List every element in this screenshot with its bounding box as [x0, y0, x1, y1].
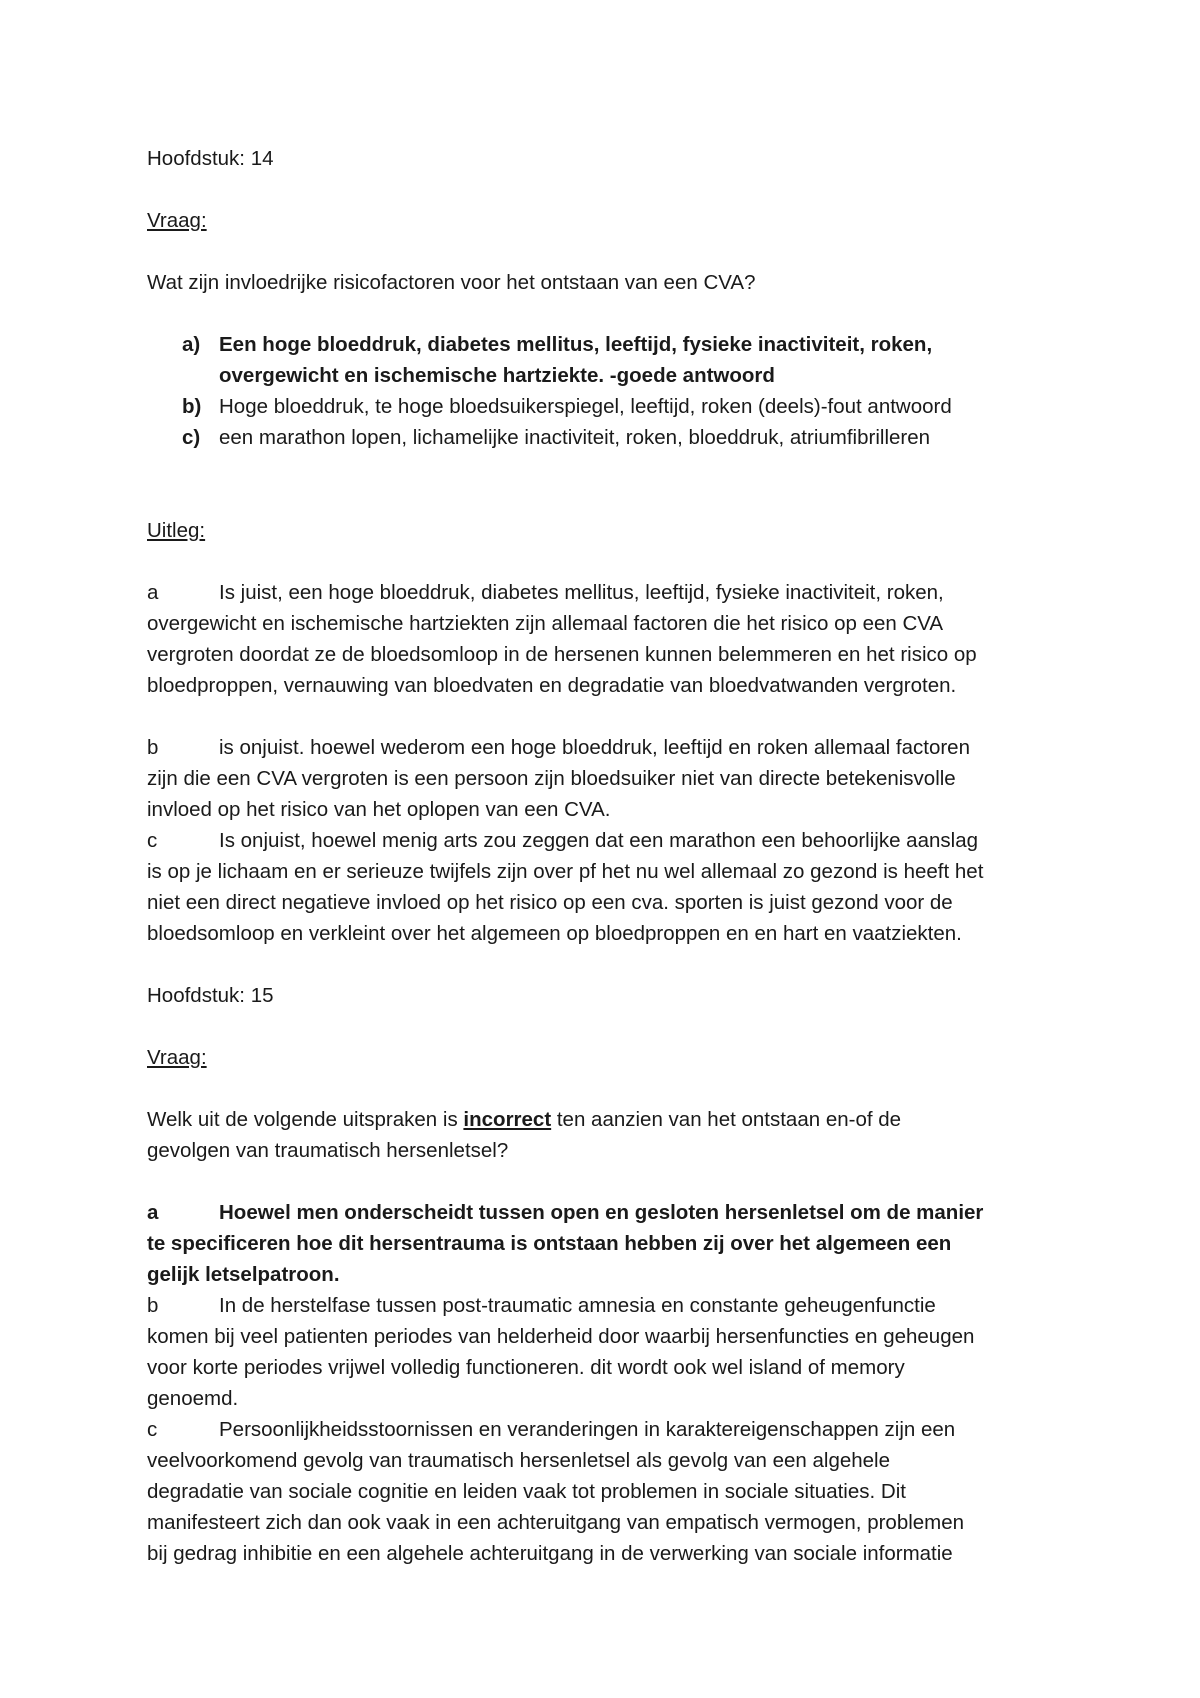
question-text-pre: Welk uit de volgende uitspraken is — [147, 1108, 464, 1131]
explanation-marker: b — [147, 736, 159, 759]
option-a-line: gelijk letselpatroon. — [147, 1263, 340, 1286]
option-c-line: manifesteert zich dan ook vaak in een achteruitgang van empatisch vermogen, problemen — [147, 1511, 965, 1534]
option-b-line: komen bij veel patienten periodes van helderheid door waarbij hersenfuncties en geheugen — [147, 1325, 975, 1348]
option-a-line: Een hoge bloeddruk, diabetes mellitus, leeftijd, fysieke inactiviteit, roken, — [219, 333, 933, 356]
chapter-heading: Hoofdstuk: 15 — [147, 984, 274, 1007]
option-b-line: genoemd. — [147, 1387, 239, 1410]
explanation-c-line: Is onjuist, hoewel menig arts zou zeggen dat een marathon een behoorlijke aanslag — [219, 829, 978, 852]
question-text-post: ten aanzien van het ontstaan en-of de — [551, 1108, 902, 1131]
explanation-a-line: bloedproppen, vernauwing van bloedvaten en degradatie van bloedvatwanden vergroten. — [147, 674, 957, 697]
explanation-marker: c — [147, 829, 158, 852]
option-c-line: een marathon lopen, lichamelijke inactiviteit, roken, bloeddruk, atriumfibrilleren — [219, 426, 931, 449]
explanation-a-line: vergroten doordat ze de bloedsomloop in de hersenen kunnen belemmeren en het risico op — [147, 643, 977, 666]
option-marker: a) — [182, 333, 201, 356]
uitleg-label: Uitleg: — [147, 519, 206, 542]
option-a-line: te specificeren hoe dit hersentrauma is ontstaan hebben zij over het algemeen een — [147, 1232, 952, 1255]
option-marker: b — [147, 1294, 159, 1317]
explanation-b-line: invloed op het risico van het oplopen van een CVA. — [147, 798, 611, 821]
option-c-line: veelvoorkomend gevolg van traumatisch hersenletsel als gevolg van een algehele — [147, 1449, 891, 1472]
option-c-line: degradatie van sociale cognitie en leiden vaak tot problemen in sociale situaties. Dit — [147, 1480, 906, 1503]
explanation-c-line: bloedsomloop en verkleint over het algemeen op bloedproppen en en hart en vaatziekten. — [147, 922, 962, 945]
option-marker: a — [147, 1201, 159, 1224]
question-emphasis: incorrect — [463, 1108, 552, 1131]
option-b-line: In de herstelfase tussen post-traumatic amnesia en constante geheugenfunctie — [219, 1294, 936, 1317]
explanation-c-line: is op je lichaam en er serieuze twijfels zijn over pf het nu wel allemaal zo gezond is heeft het — [147, 860, 984, 883]
option-marker: c — [147, 1418, 158, 1441]
explanation-a-line: overgewicht en ischemische hartziekten zijn allemaal factoren die het risico op een CVA — [147, 612, 944, 635]
vraag-label: Vraag: — [147, 1046, 207, 1069]
explanation-marker: a — [147, 581, 159, 604]
option-b-line: Hoge bloeddruk, te hoge bloedsuikerspiegel, leeftijd, roken (deels)-fout antwoord — [219, 395, 952, 418]
option-c-line: Persoonlijkheidsstoornissen en veranderingen in karaktereigenschappen zijn een — [219, 1418, 956, 1441]
option-b-line: voor korte periodes vrijwel volledig functioneren. dit wordt ook wel island of memory — [147, 1356, 905, 1379]
option-marker: c) — [182, 426, 201, 449]
option-c-line: bij gedrag inhibitie en een algehele achteruitgang in de verwerking van sociale informatie — [147, 1542, 953, 1565]
explanation-b-line: is onjuist. hoewel wederom een hoge bloeddruk, leeftijd en roken allemaal factoren — [219, 736, 970, 759]
question-text-line2: gevolgen van traumatisch hersenletsel? — [147, 1139, 509, 1162]
vraag-label: Vraag: — [147, 209, 207, 232]
option-a-line: overgewicht en ischemische hartziekte. -goede antwoord — [219, 364, 775, 387]
explanation-c-line: niet een direct negatieve invloed op het risico op een cva. sporten is juist gezond voor de — [147, 891, 953, 914]
option-a-line: Hoewel men onderscheidt tussen open en gesloten hersenletsel om de manier — [219, 1201, 984, 1224]
question-text: Wat zijn invloedrijke risicofactoren voor het ontstaan van een CVA? — [147, 271, 756, 294]
question-text — [147, 1105, 901, 1136]
explanation-b-line: zijn die een CVA vergroten is een persoon zijn bloedsuiker niet van directe betekenisvolle — [147, 767, 956, 790]
option-marker: b) — [182, 395, 202, 418]
chapter-heading: Hoofdstuk: 14 — [147, 147, 274, 170]
explanation-a-line: Is juist, een hoge bloeddruk, diabetes mellitus, leeftijd, fysieke inactiviteit, roken, — [219, 581, 944, 604]
